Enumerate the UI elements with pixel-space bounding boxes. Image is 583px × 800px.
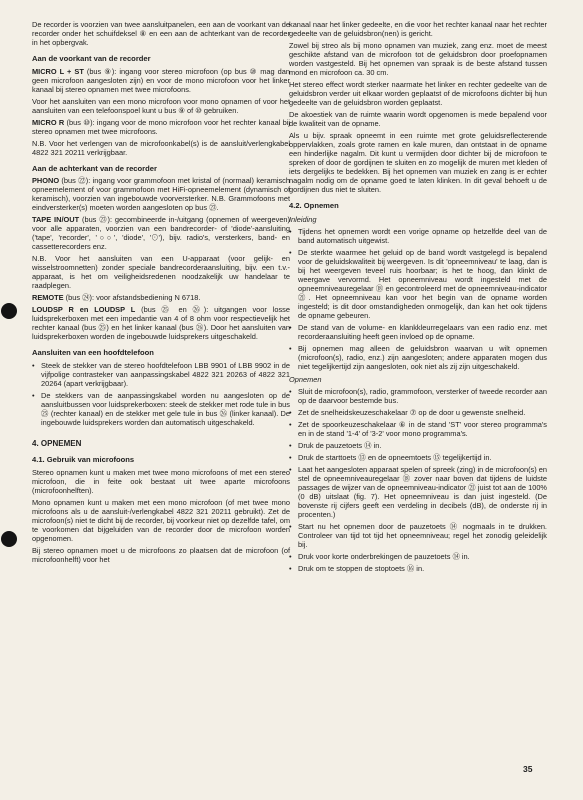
- opnemen-bullet-3: • Zet de spoorkeuzeschakelaar ⑥ in de stand 'ST' voor stereo programma's en in de stand '1-4' of '3-2' voor mono programma's.: [289, 420, 547, 438]
- right-paragraph-1: kanaal naar het linker gedeelte, en die voor het rechter kanaal naar het rechter gedeelte van de geluidsbron(nen) is gericht.: [289, 20, 547, 38]
- microphone-paragraph-2: Mono opnamen kunt u maken met een mono microfoon (of met twee mono microfoons als u de aansluit-/verlengkabel 4822 321 20211 gebruikt). Zet de microfoon(s) niet te dicht bij de recorder, bij voorkeur niet op dezelfde tafel, om te voorkomen dat bijgeluiden van de recorder door de microfoon worden opgenomen.: [32, 497, 290, 543]
- back-panel-heading: Aan de achterkant van de recorder: [32, 163, 157, 173]
- left-column: [32, 20, 290, 567]
- right-paragraph-4: De akoestiek van de ruimte waarin wordt opgenomen is mede bepalend voor de kwaliteit van de opname.: [289, 110, 547, 128]
- headphone-heading: Aansluiten van een hoofdtelefoon: [32, 348, 154, 357]
- mic-l-paragraph: [32, 67, 290, 94]
- remote-text: (bus ㉔): voor afstandsbediening N 6718.: [63, 293, 201, 302]
- tape-text: (bus ㉓): gecombineerde in-/uitgang (opnemen of weergeven) voor alle apparaten, voorzien van een bandrecorder- of 'diode'-aansluiting ('tape', 'recorder', '○○', 'diode', '⊙'), bijv. radio's, versterkers, band- en cassetterecorders enz.: [32, 215, 290, 251]
- right-paragraph-3: Het stereo effect wordt sterker naarmate het linker en rechter gedeelte van de geluidsbron verder uit elkaar worden geplaatst of de microfoons dichter bij hun gedeelte van de geluidsbron worden geplaatst.: [289, 80, 547, 107]
- phono-label: PHONO: [32, 176, 60, 185]
- inleiding-bullet-3: • De stand van de volume- en klankkleurregelaars van een radio enz. met recorderaansluiting heeft geen invloed op de opname.: [289, 323, 547, 341]
- opnemen-bullet-8: • Druk voor korte onderbrekingen de pauzetoets ⑭ in.: [289, 552, 547, 561]
- microphone-paragraph-1: Stereo opnamen kunt u maken met twee mono microfoons of met een stereo microfoon, die in feite ook bestaat uit twee aparte microfoons (microfoonhelften).: [32, 467, 290, 495]
- mic-r-label: MICRO R: [32, 117, 65, 127]
- punch-hole-top: [1, 303, 17, 319]
- opnemen-subheading: Opnemen: [289, 374, 322, 384]
- section-4-2-heading: 4.2. Opnemen: [289, 201, 339, 210]
- opnemen-bullet-4: • Druk de pauzetoets ⑭ in.: [289, 441, 547, 450]
- opnemen-bullet-9: • Druk om te stoppen de stoptoets ⑯ in.: [289, 564, 547, 573]
- opnemen-bullet-6: • Laat het aangesloten apparaat spelen of spreek (zing) in de microfoon(s) en stel de opneemniveauregelaar ⑱ zover naar boven dat tijdens de luidste passages de wijzer van de opneemniveau-indicator ㉑ juist tot aan de 100% (0 dB) uitslaat (fig. 7). Het opneemniveau is dan juist ingesteld. (De bovenste rij cijfers geeft een verdeling in decibels (dB), de onderste rij in procenten.): [289, 465, 547, 519]
- headphone-bullet-2: • De stekkers van de aanpassingskabel worden nu aangesloten op de aansluitbussen voor luidsprekerboxen: steek de stekker met rode tule in bus ㉕ (rechter kanaal) en de stekker met gele tule in bus ㉖ (linker kanaal). De ingebouwde luidsprekers worden dan automatisch uitgeschakeld.: [32, 391, 290, 427]
- loudsp-paragraph: [32, 305, 290, 341]
- loudsp-label: LOUDSP R en LOUDSP L: [32, 305, 136, 314]
- tape-paragraph: [32, 215, 290, 251]
- inleiding-bullet-2: • De sterkte waarmee het geluid op de band wordt vastgelegd is bepalend voor de geluidskwaliteit bij weergeven. Is dit 'opneemniveau' te laag, dan is bij het weergeven teveel ruis hoorbaar; is het te hoog, dan klinkt de weergave vervormd. Het opneemniveau wordt ingesteld met de opneemniveauregelaar ⑱ en gecontroleerd met de opneemniveau-indicator ㉑. Het opneemniveau kan voor het begin van de opname worden ingesteld; is dit door omstandigheden onmogelijk, dan kan het ook tijdens de opname gebeuren.: [289, 248, 547, 320]
- nb-extension-cable: N.B. Voor het verlengen van de microfoonkabel(s) is de aansluit/verlengkabel 4822 321 20211 verkrijgbaar.: [32, 138, 290, 157]
- loudsp-text: (bus ㉕ en ㉖): uitgangen voor losse luidsprekerboxen met een impedantie van 4 of 8 ohm voor respectievelijk het rechter kanaal (bus ㉕) en het linker kanaal (bus ㉖). Door het aansluiten van luidsprekerboxen worden de ingebouwde luidsprekers uitgeschakeld.: [32, 305, 290, 341]
- headphone-bullet-1: • Steek de stekker van de stereo hoofdtelefoon LBB 9901 of LBB 9902 in de vijfpolige contrasteker van aanpassingskabel 4822 321 20263 of 4822 321 20264 (apart verkrijgbaar).: [32, 361, 290, 388]
- punch-hole-bottom: [1, 531, 17, 547]
- section-4-heading: 4. OPNEMEN: [32, 438, 82, 448]
- front-panel-heading: Aan de voorkant van de recorder: [32, 54, 151, 63]
- phono-text: (bus ㉒): ingang voor grammofoon met kristal of (normaal) keramisch opneemelement of voor grammofoon met HiFi-opneemelement (dynamisch of keramisch), voorzien van ingebouwde voorversterker. N.B. Grammofoons met eindversterker(s) moeten worden aangesloten op bus ㉓.: [32, 176, 290, 212]
- mic-r-text: (bus ⑩): ingang voor de mono microfoon voor het rechter kanaal bij stereo opnamen met twee microfoons.: [32, 117, 290, 136]
- mic-l-label: MICRO L + ST: [32, 66, 84, 76]
- inleiding-bullet-4: • Bij opnemen mag alleen de geluidsbron waarvan u wilt opnemen (microfoon(s), radio, enz.) zijn aangesloten; andere apparaten mogen dus niet tegelijkertijd zijn aangesloten, ook niet als zij zijn uitgeschakeld.: [289, 344, 547, 371]
- opnemen-bullet-1: • Sluit de microfoon(s), radio, grammofoon, versterker of tweede recorder aan op de daarvoor bestemde bus.: [289, 387, 547, 405]
- mic-r-paragraph: [32, 118, 290, 136]
- right-paragraph-5: Als u bijv. spraak opneemt in een ruimte met grote geluidsreflecterende oppervlakken, zoals grote ramen en kale muren, dan ontstaat in de opname een hinderlijke nagalm. Dit kunt u vermijden door dichter bij de microfoon te spreken of door de gordijnen te sluiten en zo mogelijk de muren met kleden of iets dergelijks te bedekken. Bij het opnemen van muziek en zang is er echter nagalm nodig om de opname goed te laten klinken. In dit geval behoeft u de gordijnen dus niet te sluiten.: [289, 131, 547, 194]
- nb-u-device: N.B. Voor het aansluiten van een U-apparaat (voor gelijk- en wisselstroomnetten) zonder speciale bandrecorderaansluiting, bijv. een t.v.-apparaat, is het om veiligheidsredenen noodzakelijk uw handelaar te raadplegen.: [32, 254, 290, 290]
- section-4-1-heading: 4.1. Gebruik van microfoons: [32, 455, 135, 464]
- right-paragraph-2: Zowel bij streo als bij mono opnamen van muziek, zang enz. moet de meest geschikte afstand van de microfoon tot de geluidsbron door proefopnamen worden vastgesteld. Bij het opnemen van spraak is de beste afstand tussen mond en microfoon ca. 30 cm.: [289, 41, 547, 77]
- page-number: 35: [523, 764, 533, 774]
- remote-paragraph: [32, 293, 290, 302]
- microphone-paragraph-3: Bij stereo opnamen moet u de microfoons zo plaatsen dat de microfoon (of microfoonhelft) voor het: [32, 545, 290, 564]
- inleiding-subheading: Inleiding: [289, 214, 317, 224]
- intro-paragraph: De recorder is voorzien van twee aansluitpanelen, een aan de voorkant van de recorder onder het schuifdeksel ⑧ en een aan de achterkant van de recorder in het opbergvak.: [32, 20, 290, 47]
- right-column: [289, 20, 547, 576]
- opnemen-bullet-2: • Zet de snelheidskeuzeschakelaar ⑦ op de door u gewenste snelheid.: [289, 408, 547, 417]
- inleiding-bullet-1: • Tijdens het opnemen wordt een vorige opname op hetzelfde deel van de band automatisch uitgewist.: [289, 227, 547, 245]
- opnemen-bullet-5: • Druk de starttoets ⑬ en de opneemtoets ⑮ tegelijkertijd in.: [289, 453, 547, 462]
- mic-l-text: (bus ⑨): ingang voor stereo microfoon (op bus ⑩ mag dan geen microfoon aangesloten zijn) en voor de mono microfoon voor het linker kanaal bij stereo opnamen met twee microfoons.: [32, 66, 290, 94]
- opnemen-bullet-7: • Start nu het opnemen door de pauzetoets ⑭ nogmaals in te drukken. Controleer van tijd tot tijd het opneemniveau; regel het zonodig geleidelijk bij.: [289, 522, 547, 549]
- remote-label: REMOTE: [32, 293, 64, 302]
- mic-l-paragraph-2: Voor het aansluiten van een mono microfoon voor mono opnamen of voor het aansluiten van een telefoonspoel kunt u bus ⑨ of ⑩ gebruiken.: [32, 96, 290, 115]
- tape-label: TAPE IN/OUT: [32, 215, 80, 224]
- phono-paragraph: [32, 176, 290, 212]
